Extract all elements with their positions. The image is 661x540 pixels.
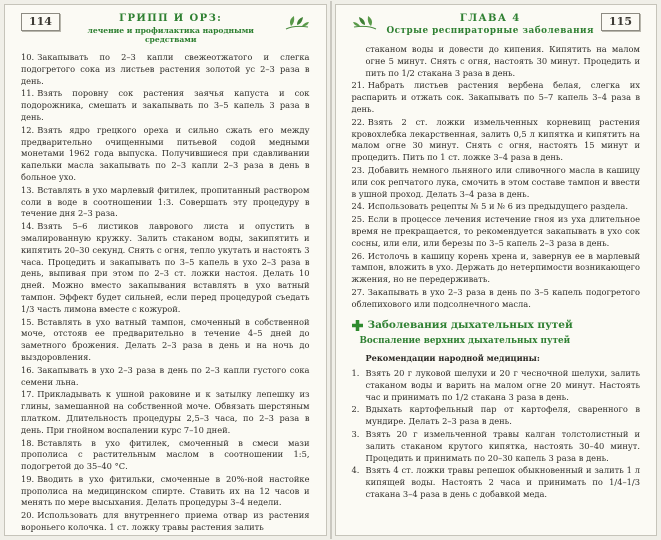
item-number: 12. xyxy=(21,124,35,135)
page-right xyxy=(335,4,658,536)
item-number: 11. xyxy=(21,88,35,99)
item-text: Взять 20 г луковой шелухи и 20 г чесночной шелухи, залить стаканом воды и варить на малом огне 20 минут. Настоять час и принимать по 1/2 стакана 3 раза в день. xyxy=(365,367,640,402)
list-item xyxy=(21,474,310,509)
item-number: 14. xyxy=(21,221,35,232)
numbered-list-recommendations xyxy=(352,368,641,501)
list-item xyxy=(352,165,641,200)
item-number: 21. xyxy=(351,80,365,91)
item-number: 22. xyxy=(351,116,365,127)
item-number: 27. xyxy=(351,286,365,297)
item-text: Вставлять в ухо фитилек, смоченный в смеси мази прополиса с растительным маслом в соотношении 1:5, подогретой до 35–40 °С. xyxy=(21,437,310,472)
page-number-left: 114 xyxy=(21,13,60,31)
continuation-text: стаканом воды и довести до кипения. Кипятить на малом огне 5 минут. Снять с огня, настоять 30 минут. Процедить и пить по 1/2 стакана 3 раза в день. xyxy=(365,44,640,78)
list-item xyxy=(21,438,310,473)
item-text: Взять 2 ст. ложки измельченных корневищ растения кровохлебка лекарственная, залить 0,5 л кипятка и кипятить на малом огне 30 минут. Снять с огня, настоять 15 минут и процедить. Пить по 1 ст. ложке 3–4 раза в день. xyxy=(351,116,640,163)
item-text: Вставлять в ухо марлевый фитилек, пропитанный раствором соли в воде в соотношении 1:3. Совершать эту процедуру в течение дня 2–3 раза. xyxy=(21,184,310,219)
numbered-list-right xyxy=(352,80,641,310)
item-text: Взять 20 г измельченной травы калган толстолистный и залить стаканом крутого кипятка, настоять 30–40 минут. Процедить и принимать по 20–30 капель 3 раза в день. xyxy=(365,428,640,463)
list-item xyxy=(21,389,310,436)
item-number: 20. xyxy=(21,510,35,521)
section-title: Заболевания дыхательных путей xyxy=(367,318,573,331)
page-header-left xyxy=(21,13,310,44)
list-item xyxy=(21,510,310,534)
item-number: 15. xyxy=(21,316,35,327)
leaf-ornament-icon xyxy=(352,13,380,31)
chapter-title-line2: лечение и профилактика народными средствами xyxy=(87,26,254,44)
item-number: 13. xyxy=(21,184,35,195)
page-header-right xyxy=(352,13,641,36)
chapter-title-right xyxy=(380,13,602,36)
section-subtitle: Воспаление верхних дыхательных путей xyxy=(359,336,571,347)
list-item xyxy=(21,365,310,389)
item-number: 1. xyxy=(351,367,360,378)
item-text: Закапывать в ухо 2–3 раза в день по 2–3 капли густого сока семени льна. xyxy=(21,364,310,387)
item-text: Закапывать по 2–3 капли свежеотжатого и слегка подогретого сока из листьев растения золотой ус 2–3 раза в день. xyxy=(21,52,310,86)
recommendations-label: Рекомендации народной медицины: xyxy=(365,353,540,364)
item-number: 23. xyxy=(351,164,365,175)
list-item xyxy=(352,287,641,311)
list-item xyxy=(21,185,310,220)
leaf-ornament-icon xyxy=(282,13,310,31)
page-left xyxy=(4,4,327,536)
item-text: Добавить немного льняного или сливочного масла в кашицу или сок репчатого лука, смочить в этом составе тампон и ввести в ушной проход. Делать 3–4 раза в день. xyxy=(351,164,640,199)
list-item xyxy=(352,404,641,428)
list-item xyxy=(352,201,641,213)
medical-cross-icon xyxy=(352,320,363,331)
section-header xyxy=(352,320,641,332)
item-text: Набрать листьев растения вербена белая, слегка их распарить и отжать сок. Закапывать по 5–7 капель 3–4 раза в день. xyxy=(351,80,640,114)
chapter-title-line1: ГЛАВА 4 xyxy=(459,13,521,24)
item-number: 16. xyxy=(21,364,35,375)
page-body-left xyxy=(21,52,310,534)
item-text: Закапывать в ухо 2–3 раза в день по 3–5 капель подогретого облепихового или подсолнечного масла. xyxy=(351,286,640,309)
item-text: Вводить в ухо фитильки, смоченные в 20%-ной настойке прополиса на медицинском спирте. Ставить их на 12 часов и менять по мере высыхания. Делать процедуры 3–4 недели. xyxy=(21,473,310,508)
item-text: Вставлять в ухо ватный тампон, смоченный в собственной моче, отстояв ее предварительно в течение 4–5 дней до заметного брожения. Делать 2–3 раза в день и на ночь до выздоровления. xyxy=(21,316,310,362)
item-text: Использовать для внутреннего приема отвар из растения вороньего колочка. 1 ст. ложку травы растения залить xyxy=(21,510,310,533)
item-text: Взять поровну сок растения заячья капуста и сок подорожника, смешать и закапывать по 3–5 капель 3 раза в день. xyxy=(21,88,310,122)
item-number: 18. xyxy=(21,437,35,448)
page-gutter xyxy=(330,1,332,539)
item-number: 3. xyxy=(351,428,360,439)
list-item xyxy=(21,52,310,87)
item-number: 2. xyxy=(351,404,360,415)
item-number: 10. xyxy=(21,52,35,62)
item-text: Истолочь в кашицу корень хрена и, завернув ее в марлевый тампон, вложить в ухо. Держать до нетерпимости возникающего жжения, но не передерживать. xyxy=(351,250,640,285)
list-item xyxy=(352,465,641,500)
list-item xyxy=(21,125,310,184)
item-number: 25. xyxy=(351,214,365,225)
list-item xyxy=(352,214,641,249)
list-item xyxy=(352,429,641,464)
item-text: Взять 5–6 листиков лаврового листа и опустить в эмалированную кружку. Залить стаканом воды, закипятить и кипятить 20–30 секунд. Снять с огня, тепло укутать и настоять 3 часа. Процедить и закапывать по 3–5 капель в ухо 2–3 раза в день, выпивая при этом по 2–3 ст. ложки настоя. Делать 10 дней. Можно вместо закапывания вставлять в ухо ватный тампон. Эффект будет сильней, если перед процедурой съедать 1/3 часть лимона вместе с кожурой. xyxy=(21,221,310,314)
item-text: Взять 4 ст. ложки травы репешок обыкновенный и залить 1 л кипящей воды. Настоять 2 часа и принимать по 1/4–1/3 стакана 3–4 раза в день с добавкой меда. xyxy=(365,465,640,499)
page-number-right: 115 xyxy=(601,13,640,31)
chapter-title-line2: Острые респираторные заболевания xyxy=(386,26,595,36)
list-item xyxy=(352,251,641,286)
item-text: Вдыхать картофельный пар от картофеля, сваренного в мундире. Делать 2–3 раза в день. xyxy=(365,404,640,427)
item-text: Использовать рецепты № 5 и № 6 из предыдущего раздела. xyxy=(367,201,628,212)
item-text: Прикладывать к ушной раковине и к затылку лепешку из глины, замешанной на собственной моче. Обвязать шерстяным платком. Длительность процедуры 2,5–3 часа, по 2–3 раза в день. При гнойном воспалении курс 7–10 дней. xyxy=(21,389,310,435)
item-number: 19. xyxy=(21,473,35,484)
item-number: 24. xyxy=(351,201,365,212)
chapter-title-line1: ГРИПП И ОРЗ: xyxy=(119,13,223,24)
chapter-title-left xyxy=(60,13,282,44)
item-number: 26. xyxy=(351,250,365,261)
list-item xyxy=(21,88,310,123)
list-item xyxy=(21,221,310,315)
page-body-right xyxy=(352,44,641,501)
list-item xyxy=(352,80,641,115)
item-number: 4. xyxy=(351,465,360,476)
item-text: Если в процессе лечения истечение гноя из уха длительное время не прекращается, то рекомендуется закапывать в ухо сок сосны, или ели, или березы по 3–5 капель 2–3 раза в день. xyxy=(351,214,640,248)
item-text: Взять ядро грецкого ореха и сильно сжать его между предварительно очищенными питьевой содой медными монетами 1962 года выпуска. Получившиеся при сдавливании капельки масла закапывать по 2–3 капли 2–3 раза в день в больное ухо. xyxy=(21,124,310,182)
list-item xyxy=(352,117,641,164)
list-item xyxy=(352,368,641,403)
list-item xyxy=(21,317,310,364)
item-number: 17. xyxy=(21,389,35,400)
